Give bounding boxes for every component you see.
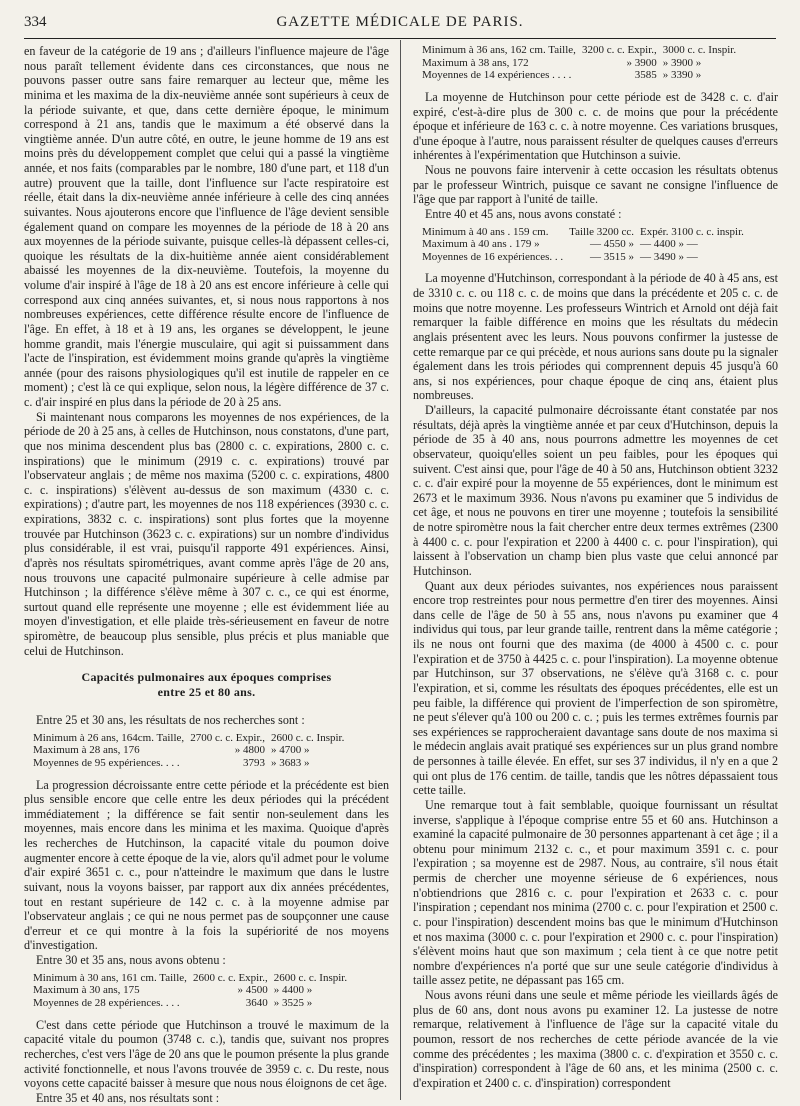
table-cell: — 4400 » — — [640, 238, 698, 251]
table-cell: — 4550 » — [590, 238, 635, 251]
table-cell: 3585 — [634, 69, 657, 82]
paragraph: Quant aux deux périodes suivantes, nos expériences nous paraissent encore trop restreintes pour nous permettre d'en tirer des moyennes. Ainsi dans celle de l'âge de 50 à 55 ans, nous n'avons pu examiner que 4 individus qui tous, par leur grande taille, rentrent dans la même catégorie ; ils ne nous ont fourni que des maxima (de 4000 à 4500 c. c. pour l'expiration et de 3750 à 4425 c. c. pour l'inspiration). La moyenne obtenue par Hutchinson, sur 37 observations, ne s'élève qu'à 3168 c. c. pour l'expiration, et si, comme les résultats des époques précédentes, elle est un peu faible, la différence qui provient de l'imperfection de son spiromètre, ne peut s'élever qu'à 100 ou 200 c. c. ; puis les termes extrêmes fournis par ses expériences se rapprocheraient davantage sans doute de nos maxima si le médecin anglais avait pratiqué ses expériences sur un plus grand nombre de personnes à taille élevée. En effet, sur ses 37 individus, il n'y en a que 2 qui ont plus de 176 centim. de taille, tandis que les nôtres dépassaient tous cette taille. — [413, 578, 778, 798]
page-header — [24, 12, 776, 36]
section-heading-line: entre 25 et 80 ans. — [157, 684, 256, 699]
paragraph: Nous avons réuni dans une seule et même période les vieillards âgés de plus de 60 ans, dont nous avons pu examiner 12. La justesse de notre remarque, relativement à l'influence de l'âge sur la capacité vitale du poumon, ressort de nos recherches de cette période avancée de la vie comme des précédentes ; les maxima (3800 c. c. d'expiration et 3550 c. c. d'inspiration) correspondent à l'âge de 60 ans, et les minima (2500 c. c. d'expiration et 2400 c. c. d'inspiration) correspondent — [413, 988, 778, 1090]
paragraph: Entre 30 et 35 ans, nous avons obtenu : — [36, 953, 226, 968]
paragraph: D'ailleurs, la capacité pulmonaire décroissante étant constatée par nos résultats, déjà après la vingtième année et par ceux d'Hutchinson, depuis la période de 35 à 40 ans, nous pourrons admettre les moyennes de cet observateur, quoiqu'elles soient un peu faibles, pour les époques qui suivent. C'est ainsi que, pour l'âge de 40 à 50 ans, Hutchinson obtient 3232 c. c. d'air expiré pour la moyenne de 55 expériences, dont le minimum est 2673 et le maximum 3936. Nous n'avons pu examiner que 5 individus de cet âge, et nous ne pouvons en tirer une moyenne ; toutefois la sensibilité de notre spiromètre nous la fait chercher entre deux termes extrêmes (2300 à 4400 c. c. pour l'expiration et 2200 à 4400 c. c. pour l'inspiration), qui laissent à l'observation un champ bien plus vaste que celui annoncé par Hutchinson. — [413, 403, 778, 578]
table-cell: » 3683 » — [271, 756, 310, 769]
table-cell: Moyennes de 28 expériences. . . . — [33, 996, 180, 1009]
results-table-35-40 — [419, 44, 739, 82]
paragraph: en faveur de la catégorie de 19 ans ; d'ailleurs l'influence majeure de l'âge nous paraît tellement évidente dans ces circonstances, que nous ne pouvons passer outre sans faire remarquer au lecteur que, même les minima et les maxima de la dix-neuvième année sont supérieurs à ceux de la période suivante, et que, dans cette dernière époque, le minimum correspond à 21 ans, tandis que le maximum a été observé dans la vingtième année. D'un autre côté, en outre, le jeune homme de 19 ans est moins près du développement complet que celui qui a passé la vingtième année, et nos faits (comparables par le nombre, 180 d'une part, et 118 d'un autre) prouvent que la taille, dont l'influence sur l'acte respiratoire est réelle, était dans la dix-neuvième année inférieure à celle des cinq années suivantes. Nous ajouterons encore que l'influence de l'âge devient sensible également quand on compare les moyennes de la période de 18 à 20 ans aux moyennes de la période suivante, puisque celles-là dépassent celles-ci, quoique les résultats de la dix-huitième année aient considérablement abaissé les moyennes de la dix-neuvième. Toutefois, la moyenne du volume d'air inspiré à l'âge de 18 à 20 ans est encore inférieure à celle qui correspond aux cinq années suivantes, et, si nous nous rapportons à nos nombreuses expériences, cette différence résulte encore de l'influence de l'âge. En effet, à 18 et à 19 ans, les organes se développent, le jeune homme grandit, mais l'énergie musculaire, qui agit si puissamment dans l'acte de l'inspiration, est évidemment moins grande qu'après la vingtième année (pour des raisons physiologiques qu'il est inutile de rappeler en ce moment) ; c'est là ce qui explique, selon nous, la légère différence de 37 c. c. d'air inspiré en plus dans la période de 20 à 25 ans. — [24, 44, 389, 409]
table-row — [419, 251, 747, 264]
table-cell: » 4500 — [237, 984, 268, 997]
table-cell: — 3490 » — — [640, 250, 698, 263]
paragraph: La moyenne d'Hutchinson, correspondant à la période de 40 à 45 ans, est de 3310 c. c. ou 118 c. c. de moins que dans la précédente et 205 c. c. de moins que notre moyenne. Les professeurs Wintrich et Arnold ont déjà fait remarquer la faible différence en moins que les résultats du médecin anglais présentent avec les leurs. Nous pouvons confirmer la justesse de cette remarque par ce qui précède, et nous aurions sans doute pu la signaler également dans les trois périodes qui comprennent depuis 45 jusqu'à 60 ans, si nos expériences, pour chaque époque de cinq ans, étaient plus nombreuses. — [413, 271, 778, 403]
table-cell: 3793 — [243, 756, 266, 769]
table-row — [30, 732, 347, 745]
table-cell: 3000 c. c. Inspir. — [662, 44, 737, 56]
table-cell: Maximum à 40 ans . 179 » — [422, 238, 540, 251]
table-cell: » 4800 — [234, 744, 266, 757]
paragraph: Si maintenant nous comparons les moyennes de nos expériences, de la période de 20 à 25 ans, à celles de Hutchinson, nous constatons, d'une part, que nos minima descendent plus bas (2800 c. c. expirations, 2800 c. c. inspirations) que le minimum (2919 c. c. expirations) trouvé par l'observateur anglais ; de même nos maxima (5200 c. c. expirations, 4800 c. c. inspirations) s'élèvent au-dessus de son maximum (4330 c. c. expirations) ; d'autre part, les moyennes de nos 118 expériences (3930 c. c. expirations, 3832 c. c. inspirations) sont plus fortes que la moyenne trouvée par Hutchinson (3623 c. c. expirations) sur un nombre d'individus plus considérable, il est vrai, puisqu'il rapporte 491 expériences. Ainsi, d'après nos résultats spirométriques, avant comme après l'âge de 20 ans, nous trouvons une capacité pulmonaire supérieure à celle admise par Hutchinson ; la différence s'élève même à 307 c. c., ce qui est énorme, surtout quand elle représente une moyenne ; elle est évidemment liée au moyen d'investigation, et elle plaide très-sérieusement en faveur de notre spiromètre, de beaucoup plus sensible, plus précis et plus maniable que celui de Hutchinson. — [24, 409, 389, 658]
left-column — [24, 44, 389, 1105]
section-heading-line: Capacités pulmonaires aux époques comprises — [81, 670, 332, 685]
table-cell: 2600 c. c. Inspir. — [271, 731, 345, 744]
table-row — [30, 744, 347, 757]
table-row — [419, 69, 739, 82]
table-cell: » 3525 » — [273, 996, 313, 1009]
paragraph: C'est dans cette période que Hutchinson a trouvé le maximum de la capacité vitale du poumon (3748 c. c.), tandis que, suivant nos propres recherches, c'est vers l'âge de 20 ans que le poumon présente la plus grande activité fonctionnelle, et nous l'avons trouvée de 3959 c. c. Du reste, nous voyons cette capacité baisser à mesure que nous nous éloignons de cet âge. — [24, 1017, 390, 1091]
table-row — [30, 984, 350, 997]
right-column — [413, 44, 778, 1090]
paragraph: Entre 35 et 40 ans, nos résultats sont : — [36, 1090, 220, 1105]
table-cell: 3640 — [245, 996, 268, 1009]
table-row — [30, 757, 347, 770]
page-number: 334 — [24, 14, 47, 30]
table-cell: Maximum à 38 ans, 172 — [422, 56, 529, 69]
table-row — [30, 997, 350, 1010]
table-cell: » 3390 » — [662, 69, 702, 82]
table-cell: Minimum à 26 ans, 164cm. Taille, — [33, 731, 185, 744]
table-cell: Expér. 3100 c. c. inspir. — [640, 225, 744, 238]
results-table-40-45 — [419, 226, 747, 264]
table-cell: Moyennes de 14 expériences . . . . — [422, 69, 572, 82]
table-row — [30, 972, 350, 985]
table-cell: » 3900 » — [662, 56, 702, 69]
paragraph: La progression décroissante entre cette période et la précédente est bien plus sensible encore que celle entre les deux périodes qui la précédent immédiatement ; la différence se fait sentir non-seulement dans les moyennes, mais encore dans les minima et les maxima. Quoique d'après les recherches de Hutchinson, la capacité vitale du poumon doive augmenter encore à cette époque de la vie, alors qu'il admet pour le volume d'air expiré 3651 c. c., pour n'atteindre le maximum que dans le lustre suivant, nous la voyons baisser, par rapport aux dix années précédentes, tout en restant supérieure de 142 c. c. à la moyenne admise par l'observateur anglais ; ce qui ne nous permet pas de soupçonner une cause d'erreur et ce qui montre à la fois la supériorité de nos moyens d'investigation. — [24, 777, 389, 953]
table-cell: Moyennes de 16 expériences. . . — [422, 250, 564, 263]
table-cell: » 3900 — [626, 56, 657, 69]
table-cell: 2600 c. c. Inspir. — [273, 971, 348, 984]
results-table-25-30 — [30, 732, 347, 770]
table-cell: Minimum à 30 ans, 161 cm. Taille, — [33, 971, 187, 984]
running-title: GAZETTE MÉDICALE DE PARIS. — [276, 14, 524, 30]
header-rule — [24, 38, 776, 39]
table-cell: Minimum à 36 ans, 162 cm. Taille, — [422, 44, 576, 56]
table-cell: 3200 c. c. Expir., — [581, 44, 657, 56]
paragraph: Entre 25 et 30 ans, les résultats de nos recherches sont : — [36, 713, 305, 728]
table-cell: » 4700 » — [271, 744, 310, 757]
table-cell: Maximum à 30 ans, 175 — [33, 984, 140, 997]
table-cell: Moyennes de 95 expériences. . . . — [33, 756, 180, 769]
table-cell: Taille 3200 cc. — [569, 225, 635, 238]
column-divider — [400, 40, 401, 1100]
table-row — [419, 57, 739, 70]
table-cell: 2700 c. c. Expir., — [190, 731, 266, 744]
table-cell: 2600 c. c. Expir., — [192, 971, 268, 984]
table-cell: Minimum à 40 ans . 159 cm. — [422, 225, 549, 238]
table-cell: — 3515 » — [590, 250, 635, 263]
paragraph: Entre 40 et 45 ans, nous avons constaté : — [425, 206, 622, 221]
paragraph: Une remarque tout à fait semblable, quoique fournissant un résultat inverse, s'applique à l'époque comprise entre 55 et 60 ans. Hutchinson a examiné la capacité pulmonaire de 30 personnes appartenant à cet âge ; il a obtenu pour minimum 2132 c. c., et pour maximum 3591 c. c. pour l'expiration ; sa moyenne est de 2987. Nous, au contraire, s'il nous était permis de chercher une moyenne sérieuse de 6 expériences, nous n'obtiendrions que 2816 c. c. pour l'expiration et 2633 c. c. pour l'inspiration ; cependant nos minima (2700 c. c. pour l'expiration et 2500 c. c. pour l'inspiration) descendent moins bas que le minimum d'Hutchinson et nos maxima (3000 c. c. pour l'expiration et 2900 c. c. pour l'inspiration) s'élèvent moins haut que son maximum ; cela tient à ce que notre petit nombre d'expériences n'a porté que sur une seule catégorie d'individus à taille assez petite, ne dépassant pas 165 cm. — [413, 797, 778, 988]
table-row — [419, 44, 739, 57]
paragraph: La moyenne de Hutchinson pour cette période est de 3428 c. c. d'air expiré, c'est-à-dire plus de 300 c. c. de moins que pour la précédente époque et inférieure de 163 c. c. à notre moyenne. Ces variations brusques, d'une époque à l'autre, nous paraissent résulter de quelques causes d'erreurs inhérentes à l'expérimentation que Hutchinson a suivie. — [413, 89, 778, 163]
results-table-30-35 — [30, 972, 350, 1010]
table-row — [419, 226, 747, 239]
paragraph: Nous ne pouvons faire intervenir à cette occasion les résultats obtenus par le professeur Wintrich, puisque ce savant ne consigne l'influence de l'âge que par rapport à l'unité de taille. — [413, 163, 778, 207]
table-row — [419, 238, 747, 251]
section-heading — [24, 670, 389, 699]
table-cell: » 4400 » — [273, 984, 313, 997]
table-cell: Maximum à 28 ans, 176 — [33, 744, 140, 757]
